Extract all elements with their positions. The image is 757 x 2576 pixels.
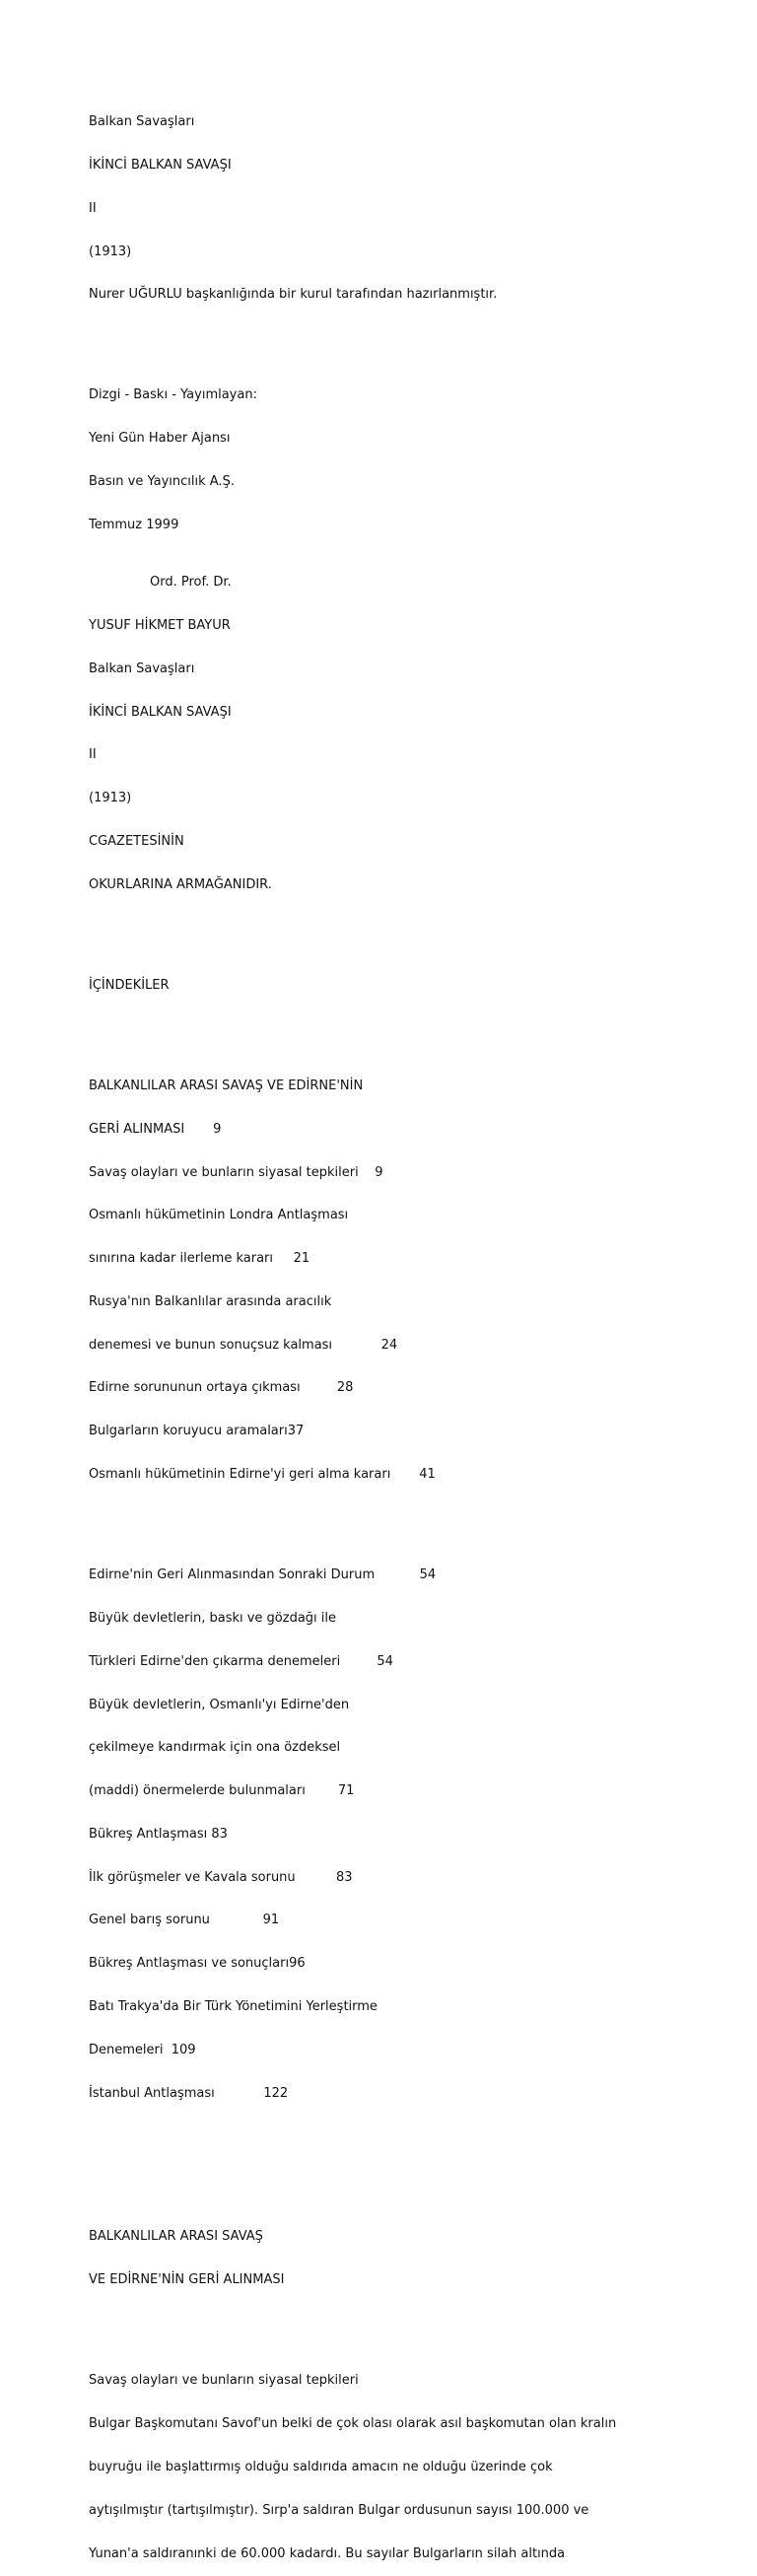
chapter-heading-2: VE EDİRNE'NİN GERİ ALINMASI [89, 2272, 285, 2288]
publisher-company: Basın ve Yayıncılık A.Ş. [89, 474, 235, 490]
body-text-line: Bulgar Başkomutanı Savof'un belki de çok olası olarak asıl başkomutan olan kralın [89, 2416, 617, 2432]
inner-year: (1913) [89, 791, 132, 806]
toc-entry: Edirne'nin Geri Alınmasından Sonraki Durum 54 [89, 1567, 437, 1583]
dedication-line-2: OKURLARINA ARMAĞANIDIR. [89, 876, 272, 892]
document-page [89, 87, 749, 2576]
spacer [89, 1022, 749, 1037]
toc-entry: Batı Trakya'da Bir Türk Yönetimini Yerleştirme [89, 1998, 378, 2014]
toc-entry: Osmanlı hükümetinin Londra Antlaşması [89, 1208, 349, 1223]
publisher-name: Yeni Gün Haber Ajansı [89, 431, 231, 447]
author-rank: Ord. Prof. Dr. [89, 575, 232, 591]
author-name: YUSUF HİKMET BAYUR [89, 617, 231, 633]
toc-entry: İlk görüşmeler ve Kavala sorunu 83 [89, 1869, 353, 1885]
toc-entry: Genel barış sorunu 91 [89, 1913, 280, 1928]
spacer [89, 921, 749, 936]
book-volume: II [89, 200, 97, 216]
toc-entry: çekilmeye kandırmak için ona özdeksel [89, 1740, 341, 1756]
dedication-line-1: CGAZETESİNİN [89, 833, 184, 849]
toc-entry: Büyük devletlerin, Osmanlı'yı Edirne'den [89, 1697, 350, 1712]
book-title: Balkan Savaşları [89, 114, 195, 130]
section-title: Savaş olayları ve bunların siyasal tepkileri [89, 2373, 359, 2389]
inner-subtitle: İKİNCİ BALKAN SAVAŞI [89, 704, 232, 720]
prepared-by-line: Nurer UĞURLU başkanlığında bir kurul tarafından hazırlanmıştır. [89, 287, 498, 303]
toc-entry: sınırına kadar ilerleme kararı 21 [89, 1251, 310, 1267]
toc-entry: BALKANLILAR ARASI SAVAŞ VE EDİRNE'NİN [89, 1078, 364, 1093]
toc-entry: denemesi ve bunun sonuçsuz kalması 24 [89, 1337, 398, 1353]
spacer [89, 2173, 749, 2188]
toc-entry: Bükreş Antlaşması ve sonuçları96 [89, 1956, 306, 1972]
spacer [89, 2317, 749, 2332]
toc-entry: Büyük devletlerin, baskı ve gözdağı ile [89, 1610, 337, 1626]
body-text-line: buyruğu ile başlattırmış olduğu saldırıda amacın ne olduğu üzerinde çok [89, 2459, 553, 2474]
spacer [89, 331, 749, 346]
toc-entry: Edirne sorununun ortaya çıkması 28 [89, 1380, 354, 1396]
toc-entry: Türkleri Edirne'den çıkarma denemeleri 54 [89, 1653, 393, 1669]
toc-entry: Denemeleri 109 [89, 2042, 196, 2057]
publisher-label: Dizgi - Baskı - Yayımlayan: [89, 387, 257, 403]
book-year: (1913) [89, 244, 132, 259]
body-text-line: aytışılmıştır (tartışılmıştır). Sırp'a saldıran Bulgar ordusunun sayısı 100.000 ve [89, 2502, 589, 2518]
inner-volume: II [89, 747, 97, 763]
inner-title: Balkan Savaşları [89, 661, 195, 676]
toc-entry: GERİ ALINMASI 9 [89, 1121, 222, 1137]
chapter-heading-1: BALKANLILAR ARASI SAVAŞ [89, 2229, 263, 2245]
toc-entry: Bulgarların koruyucu aramaları37 [89, 1424, 305, 1439]
toc-entry: Osmanlı hükümetinin Edirne'yi geri alma kararı 41 [89, 1467, 436, 1482]
body-text-line: Yunan'a saldıranınki de 60.000 kadardı. Bu sayılar Bulgarların silah altında [89, 2545, 566, 2561]
toc-entry: Savaş olayları ve bunların siyasal tepkileri 9 [89, 1164, 383, 1180]
spacer [89, 1511, 749, 1526]
toc-entry: Rusya'nın Balkanlılar arasında aracılık [89, 1293, 332, 1309]
toc-heading: İÇİNDEKİLER [89, 977, 170, 993]
book-subtitle: İKİNCİ BALKAN SAVAŞI [89, 157, 232, 173]
toc-entry: Bükreş Antlaşması 83 [89, 1826, 228, 1842]
spacer [89, 2129, 749, 2144]
publish-date: Temmuz 1999 [89, 517, 179, 532]
toc-entry: İstanbul Antlaşması 122 [89, 2085, 289, 2101]
toc-entry: (maddi) önermelerde bulunmaları 71 [89, 1783, 355, 1799]
